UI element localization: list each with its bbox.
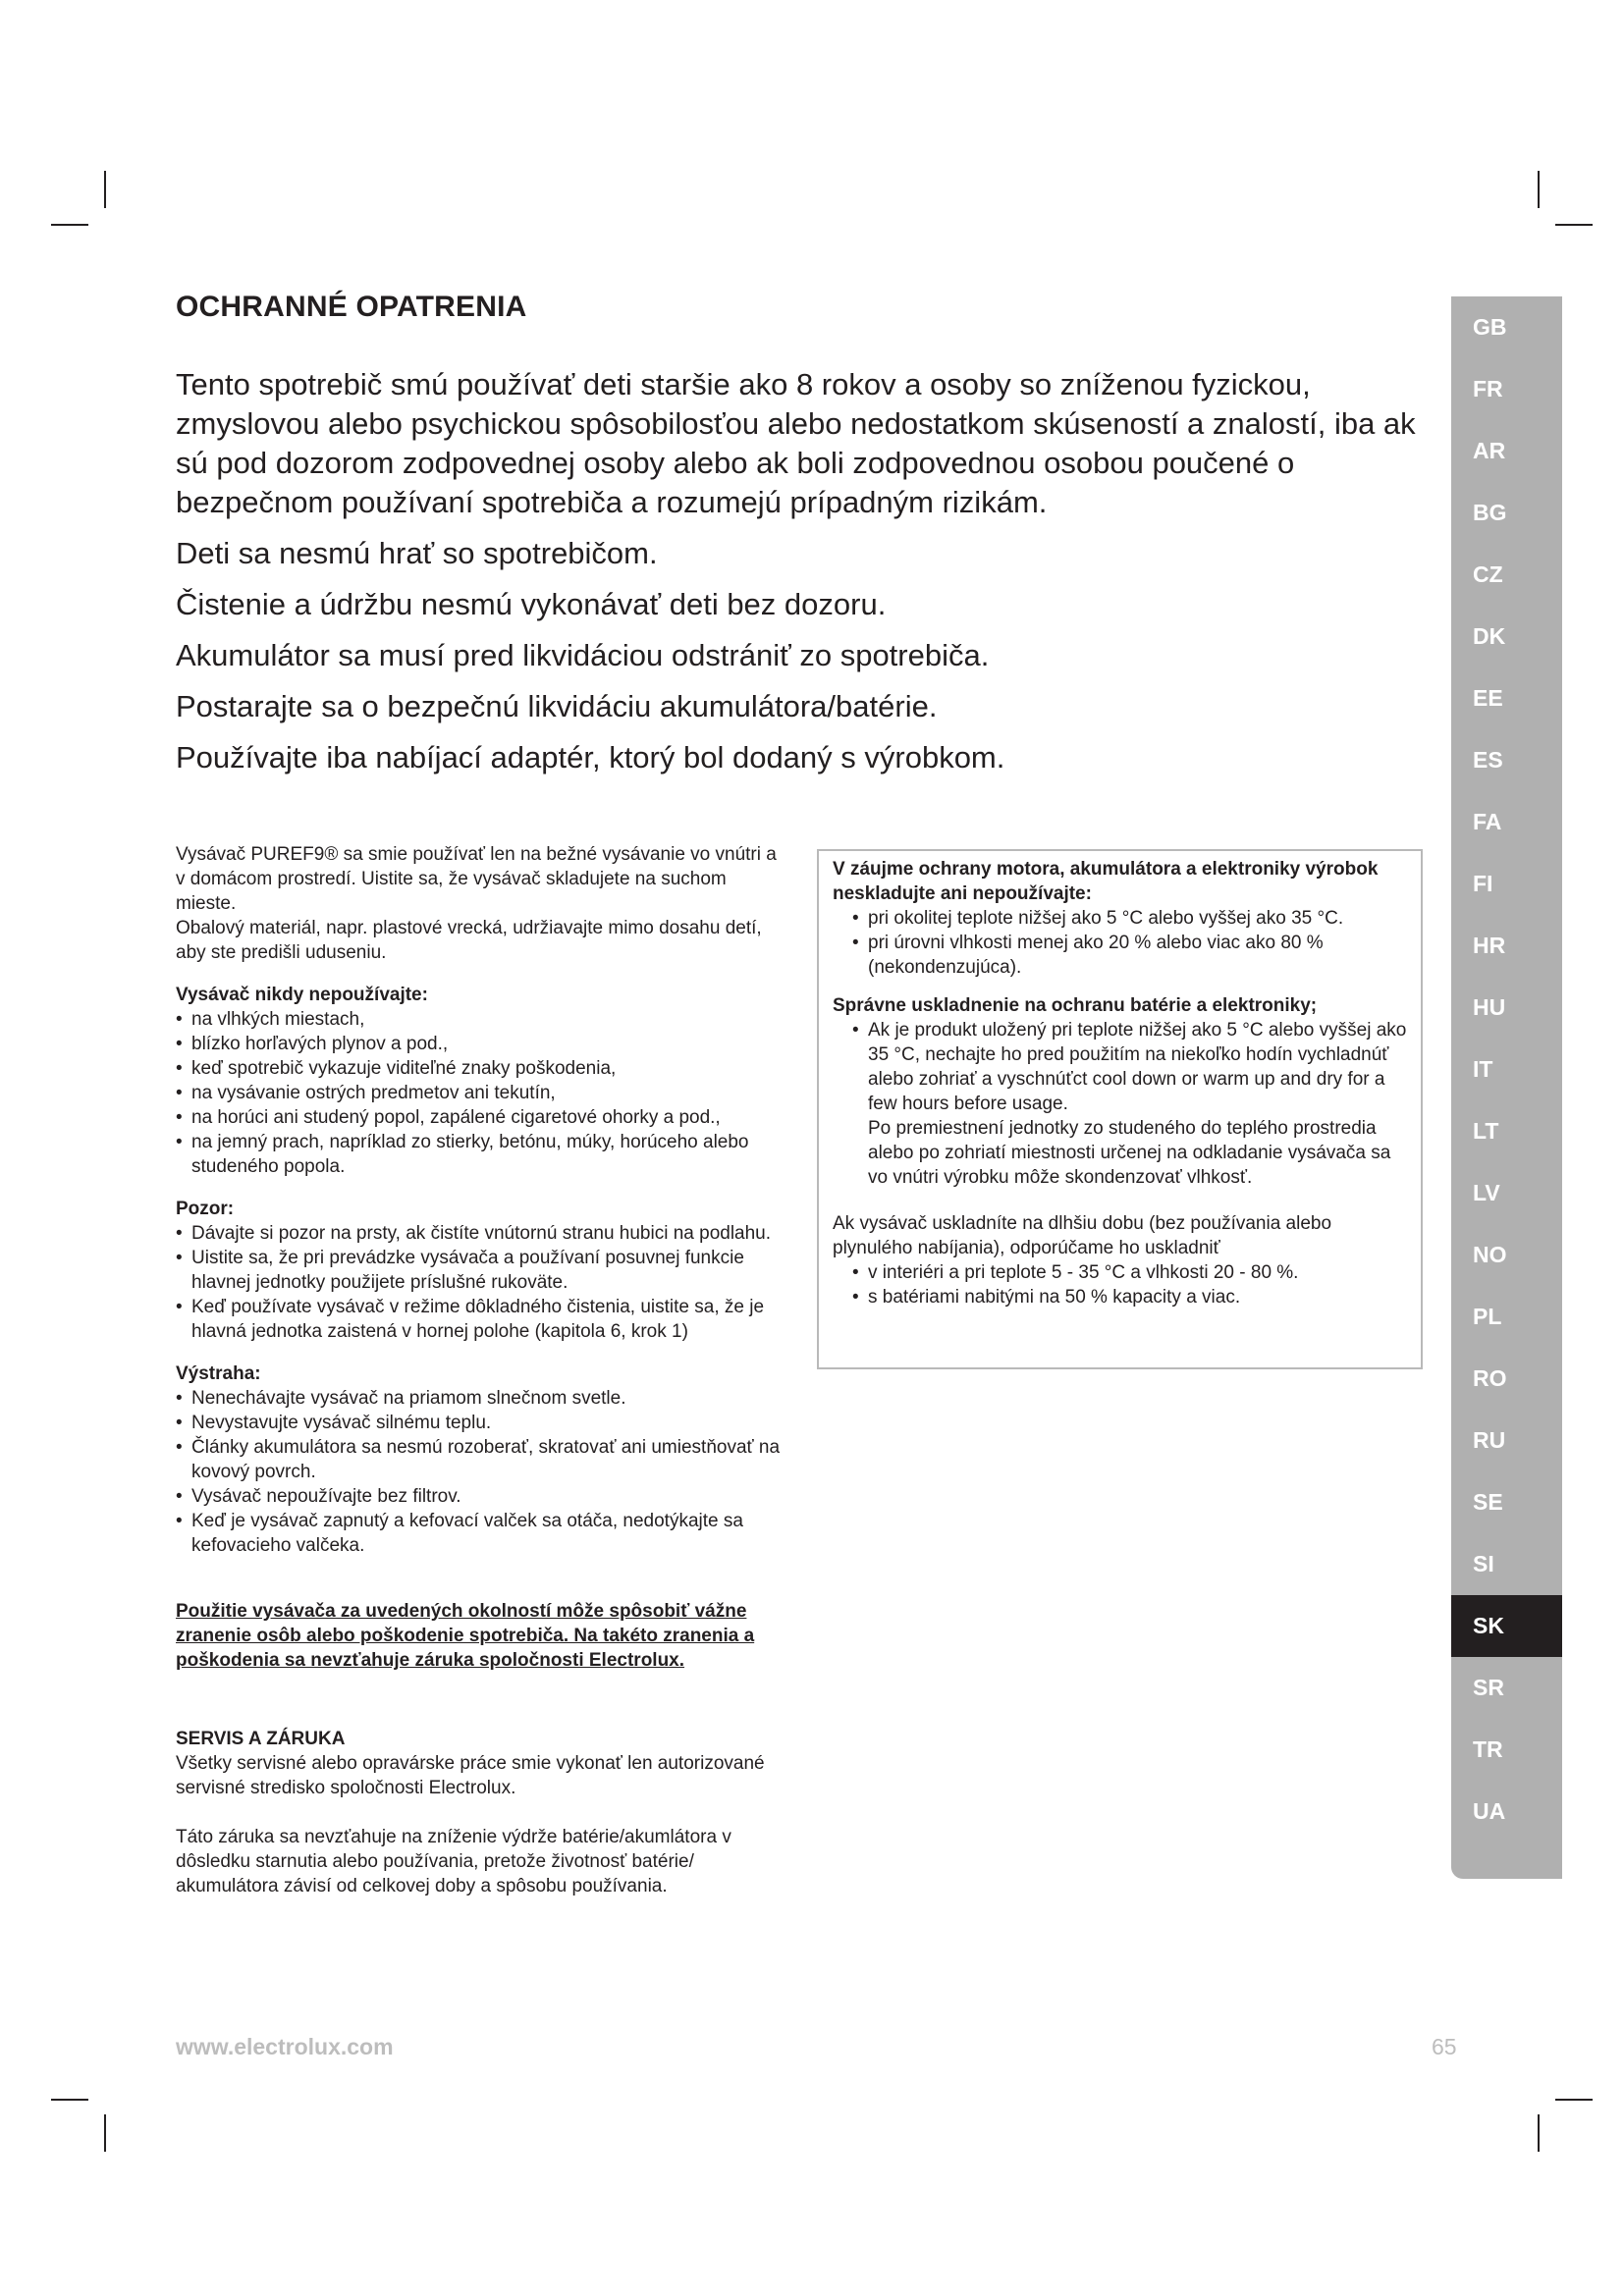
list-item: • pri okolitej teplote nižšej ako 5 °C alebo vyššej ako 35 °C. (852, 906, 1407, 931)
list-item: • Vysávač nepoužívajte bez filtrov. (176, 1484, 785, 1509)
language-tab-ee[interactable]: EE (1473, 685, 1503, 711)
language-tab-fa[interactable]: FA (1473, 809, 1502, 834)
language-tab-lv[interactable]: LV (1473, 1180, 1500, 1205)
caution-title: Pozor: (176, 1199, 235, 1219)
list-item-text: Po premiestnení jednotky zo studeného do teplého prostredia alebo po zohriatí miestnosti určenej na odkladanie vysávača sa vo vnútri výrobku môže skondenzovať vlhkosť. (868, 1118, 1391, 1188)
list-item: • Dávajte si pozor na prsty, ak čistíte vnútornú stranu hubici na podlahu. (176, 1221, 785, 1246)
language-tab-hu[interactable]: HU (1473, 994, 1506, 1020)
language-tab-cz[interactable]: CZ (1473, 561, 1503, 587)
list-item: • keď spotrebič vykazuje viditeľné znaky poškodenia, (176, 1056, 785, 1081)
safety-statements (176, 534, 1004, 789)
language-tab-gb[interactable]: GB (1473, 314, 1507, 340)
box-title: Správne uskladnenie na ochranu batérie a elektroniky; (833, 995, 1318, 1016)
warning-list (176, 1386, 785, 1558)
crop-mark (51, 224, 88, 226)
page-title: OCHRANNÉ OPATRENIA (176, 291, 527, 323)
statement: Čistenie a údržbu nesmú vykonávať deti bez dozoru. (176, 587, 887, 621)
page-number: 65 (1432, 2034, 1457, 2059)
language-tab-si[interactable]: SI (1473, 1551, 1494, 1576)
crop-mark (1555, 224, 1593, 226)
service-title: SERVIS A ZÁRUKA (176, 1729, 346, 1749)
statement: Používajte iba nabíjací adaptér, ktorý bol dodaný s výrobkom. (176, 740, 1005, 774)
language-tabs (1451, 296, 1562, 1879)
list-item: • pri úrovni vlhkosti menej ako 20 % alebo viac ako 80 % (nekondenzujúca). (852, 931, 1407, 980)
box-title: V záujme ochrany motora, akumulátora a elektroniky výrobok neskladujte ani nepoužívajte: (833, 859, 1379, 904)
language-tab-sr[interactable]: SR (1473, 1675, 1504, 1700)
intro-text: Obalový materiál, napr. plastové vrecká, udržiavajte mimo dosahu detí, aby ste predišli uduseniu. (176, 918, 762, 963)
list-item: • na vysávanie ostrých predmetov ani tekutín, (176, 1081, 785, 1105)
list-item: • Články akumulátora sa nesmú rozoberať, skratovať ani umiestňovať na kovový povrch. (176, 1435, 785, 1484)
list-item-text: Ak je produkt uložený pri teplote nižšej ako 5 °C alebo vyššej ako 35 °C, nechajte ho pred použitím na niekoľko hodín vychladnúť alebo zohriať a vyschnúťct cool down or warm up and dry for a few hours before usage. (868, 1020, 1407, 1114)
language-tab-sk[interactable]: SK (1451, 1595, 1562, 1657)
list-item: • Nenechávajte vysávač na priamom slnečnom svetle. (176, 1386, 785, 1411)
intro-text: Vysávač PUREF9® sa smie používať len na bežné vysávanie vo vnútri a v domácom prostredí. Uistite sa, že vysávač skladujete na suchom mieste. (176, 844, 777, 914)
crop-mark (51, 2099, 88, 2101)
caution-list (176, 1221, 785, 1344)
service-text: Všetky servisné alebo opravárske práce smie vykonať len autorizované servisné stredisko spoločnosti Electrolux. (176, 1753, 765, 1798)
language-tab-ro[interactable]: RO (1473, 1365, 1507, 1391)
crop-mark (1555, 2099, 1593, 2101)
list-item: • Uistite sa, že pri prevádzke vysávača a používaní posuvnej funkcie hlavnej jednotky použijete príslušné rukoväte. (176, 1246, 785, 1295)
language-tab-pl[interactable]: PL (1473, 1304, 1502, 1329)
list-item: • na horúci ani studený popol, zapálené cigaretové ohorky a pod., (176, 1105, 785, 1130)
crop-mark (104, 171, 106, 208)
box-list (833, 1260, 1407, 1309)
service-text: Táto záruka sa nevzťahuje na zníženie výdrže batérie/akumlátora v dôsledku starnutia alebo používania, pretože životnosť batérie/ akumulátora závisí od celkovej doby a spôsobu používania. (176, 1827, 731, 1896)
list-item: • v interiéri a pri teplote 5 - 35 °C a vlhkosti 20 - 80 %. (852, 1260, 1407, 1285)
list-item: • Nevystavujte vysávač silnému teplu. (176, 1411, 785, 1435)
crop-mark (1538, 2114, 1540, 2152)
language-tab-ua[interactable]: UA (1473, 1798, 1506, 1824)
language-tab-fr[interactable]: FR (1473, 376, 1503, 401)
statement: Deti sa nesmú hrať so spotrebičom. (176, 536, 658, 570)
language-tab-no[interactable]: NO (1473, 1242, 1507, 1267)
lead-paragraph (176, 365, 1442, 534)
list-item (852, 1018, 1407, 1190)
box-text: Ak vysávač uskladníte na dlhšiu dobu (bez používania alebo plynulého nabíjania), odporúčame ho uskladniť (833, 1213, 1332, 1258)
warning-title: Výstraha: (176, 1363, 261, 1384)
language-tab-lt[interactable]: LT (1473, 1118, 1499, 1144)
list-item: • blízko horľavých plynov a pod., (176, 1032, 785, 1056)
language-tab-dk[interactable]: DK (1473, 623, 1506, 649)
statement: Postarajte sa o bezpečnú likvidáciu akumulátora/batérie. (176, 689, 938, 723)
never-use-list (176, 1007, 785, 1179)
box-list (833, 1018, 1407, 1190)
list-item: • Keď používate vysávač v režime dôkladného čistenia, uistite sa, že je hlavná jednotka zaistená v hornej polohe (kapitola 6, krok 1) (176, 1295, 785, 1344)
list-item: • s batériami nabitými na 50 % kapacity a viac. (852, 1285, 1407, 1309)
crop-mark (1538, 171, 1540, 208)
language-tab-ar[interactable]: AR (1473, 438, 1506, 463)
statement: Akumulátor sa musí pred likvidáciou odstrániť zo spotrebiča. (176, 638, 990, 672)
never-use-title: Vysávač nikdy nepoužívajte: (176, 985, 428, 1005)
language-tab-it[interactable]: IT (1473, 1056, 1493, 1082)
storage-info-box (817, 849, 1423, 1369)
language-tab-fi[interactable]: FI (1473, 871, 1493, 896)
footer-url: www.electrolux.com (176, 2034, 394, 2059)
language-tab-tr[interactable]: TR (1473, 1736, 1503, 1762)
language-tab-se[interactable]: SE (1473, 1489, 1503, 1515)
left-column (176, 842, 785, 1898)
list-item: • na vlhkých miestach, (176, 1007, 785, 1032)
language-tab-bg[interactable]: BG (1473, 500, 1507, 525)
list-item: • na jemný prach, napríklad zo stierky, betónu, múky, horúceho alebo studeného popola. (176, 1130, 785, 1179)
language-tab-es[interactable]: ES (1473, 747, 1503, 773)
list-item: • Keď je vysávač zapnutý a kefovací valček sa otáča, nedotýkajte sa kefovacieho valčeka. (176, 1509, 785, 1558)
lead-text: Tento spotrebič smú používať deti staršie ako 8 rokov a osoby so zníženou fyzickou, zmyslovou alebo psychickou spôsobilosťou alebo nedostatkom skúseností a znalostí, iba ak sú pod dozorom zodpovednej osoby alebo ak boli zodpovednou osobou poučené o bezpečnom používaní spotrebiča a rozumejú prípadným rizikám. (176, 367, 1416, 519)
box-list (833, 906, 1407, 980)
language-tab-hr[interactable]: HR (1473, 933, 1506, 958)
crop-mark (104, 2114, 106, 2152)
language-tab-ru[interactable]: RU (1473, 1427, 1506, 1453)
underlined-warning: Použitie vysávača za uvedených okolností môže spôsobiť vážne zranenie osôb alebo poškodenie spotrebiča. Na takéto zranenia a poškodenia sa nevzťahuje záruka spoločnosti Electrolux. (176, 1601, 755, 1671)
